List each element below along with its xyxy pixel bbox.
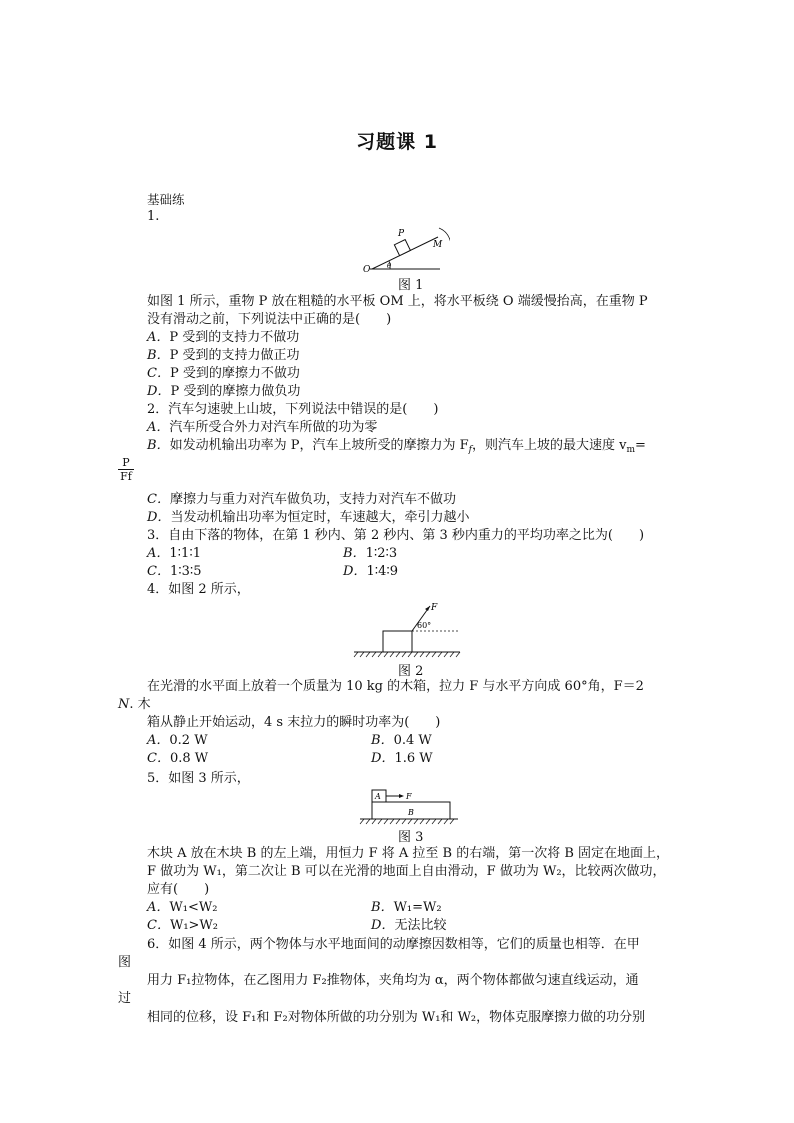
q2-option-b: B．如发动机输出功率为 P，汽车上坡所受的摩擦力为 $F_f$，则汽车上坡的最大速度 $v_m=$ <box>147 438 646 455</box>
q4-wrap-text: . 木 <box>129 697 151 712</box>
section-heading: 基础练 <box>147 192 185 207</box>
q4-option-d: D．1.6 W <box>371 751 433 766</box>
figure-3-blocks <box>358 787 460 827</box>
figure-1-label-theta: θ <box>387 262 392 270</box>
figure-2-label-f: F <box>431 603 438 613</box>
figure-2-label-angle: 60° <box>417 621 432 630</box>
q4-option-a: A．0.2 W <box>147 733 208 748</box>
q2-option-c: C．摩擦力与重力对汽车做负功，支持力对汽车不做功 <box>147 492 456 507</box>
q1-option-a: A．P 受到的支持力不做功 <box>147 330 300 345</box>
q1-stem-line-2: 没有滑动之前，下列说法中正确的是( ) <box>147 312 392 327</box>
q5-lead: 5．如图 3 所示， <box>147 771 250 786</box>
question-number: 1. <box>147 209 160 224</box>
unit-n: N <box>118 697 130 712</box>
q5-option-c: C．W₁>W₂ <box>147 918 218 933</box>
fraction-denominator: Ff <box>120 470 132 483</box>
page-title: 习题课 1 <box>356 131 438 153</box>
q6-line-2-wrap: 过 <box>118 991 132 1006</box>
figure-2-caption: 图 2 <box>398 664 424 679</box>
q5-option-b: B．W₁=W₂ <box>371 900 442 915</box>
q5-stem-line-3: 应有( ) <box>147 882 210 897</box>
q1-option-d: D．P 受到的摩擦力做负功 <box>147 384 301 399</box>
q5-stem-line-1: 木块 A 放在木块 B 的左上端，用恒力 F 将 A 拉至 B 的右端，第一次将 B 固定在地面上， <box>147 846 670 861</box>
figure-1-caption: 图 1 <box>398 278 424 293</box>
q4-stem-line-1: 在光滑的水平面上放着一个质量为 10 kg 的木箱，拉力 F 与水平方向成 60°角，F＝2 <box>147 679 644 694</box>
q2-stem: 2．汽车匀速驶上山坡，下列说法中错误的是( ) <box>147 402 439 417</box>
q4-stem-wrap <box>118 696 151 714</box>
q1-option-c: C．P 受到的摩擦力不做功 <box>147 366 300 381</box>
figure-1-incline <box>360 222 450 274</box>
q3-stem: 3．自由下落的物体，在第 1 秒内、第 2 秒内、第 3 秒内重力的平均功率之比为( ) <box>147 528 645 543</box>
q2-option-a: A．汽车所受合外力对汽车所做的功为零 <box>147 420 378 435</box>
figure-3-label-f: F <box>406 792 412 801</box>
q4-lead: 4．如图 2 所示， <box>147 582 250 597</box>
figure-3-caption: 图 3 <box>398 830 424 845</box>
figure-1-label-m: M <box>433 240 443 250</box>
q4-stem-line-2: 箱从静止开始运动，4 s 末拉力的瞬时功率为( ) <box>147 715 441 730</box>
figure-1-label-o: O <box>363 265 371 274</box>
q5-option-a: A．W₁<W₂ <box>147 900 218 915</box>
figure-2-box-force <box>350 600 464 660</box>
q3-option-a: A．1∶1∶1 <box>147 546 201 561</box>
q6-line-3: 相同的位移，设 F₁和 F₂对物体所做的功分别为 W₁和 W₂，物体克服摩擦力做的功分别 <box>147 1010 646 1025</box>
figure-1-label-p: P <box>398 229 405 239</box>
fraction-numerator: P <box>118 456 134 470</box>
q5-stem-line-2: F 做功为 W₁，第二次让 B 可以在光滑的地面上自由滑动，F 做功为 W₂，比较两次做功， <box>147 864 666 879</box>
q2-fraction <box>118 456 134 483</box>
figure-3-label-a: A <box>375 792 381 801</box>
q3-option-b: B．1∶2∶3 <box>343 546 398 561</box>
q1-option-b: B．P 受到的支持力做正功 <box>147 348 300 363</box>
q3-option-d: D．1∶4∶9 <box>343 564 399 579</box>
q4-option-c: C．0.8 W <box>147 751 209 766</box>
q1-stem-line-1: 如图 1 所示，重物 P 放在粗糙的水平板 OM 上，将水平板绕 O 端缓慢抬高，在重物 P <box>147 294 648 309</box>
q3-option-c: C．1∶3∶5 <box>147 564 202 579</box>
q4-option-b: B．0.4 W <box>371 733 432 748</box>
q5-option-d: D．无法比较 <box>371 918 447 933</box>
q6-line-2: 用力 F₁拉物体，在乙图用力 F₂推物体，夹角均为 α，两个物体都做匀速直线运动，通 <box>147 973 639 988</box>
q6-line-1: 6．如图 4 所示，两个物体与水平地面间的动摩擦因数相等，它们的质量也相等．在甲 <box>147 937 640 952</box>
q2-option-d: D．当发动机输出功率为恒定时，车速越大，牵引力越小 <box>147 510 470 525</box>
q6-line-1-wrap: 图 <box>118 955 132 970</box>
figure-3-label-b: B <box>408 808 414 817</box>
